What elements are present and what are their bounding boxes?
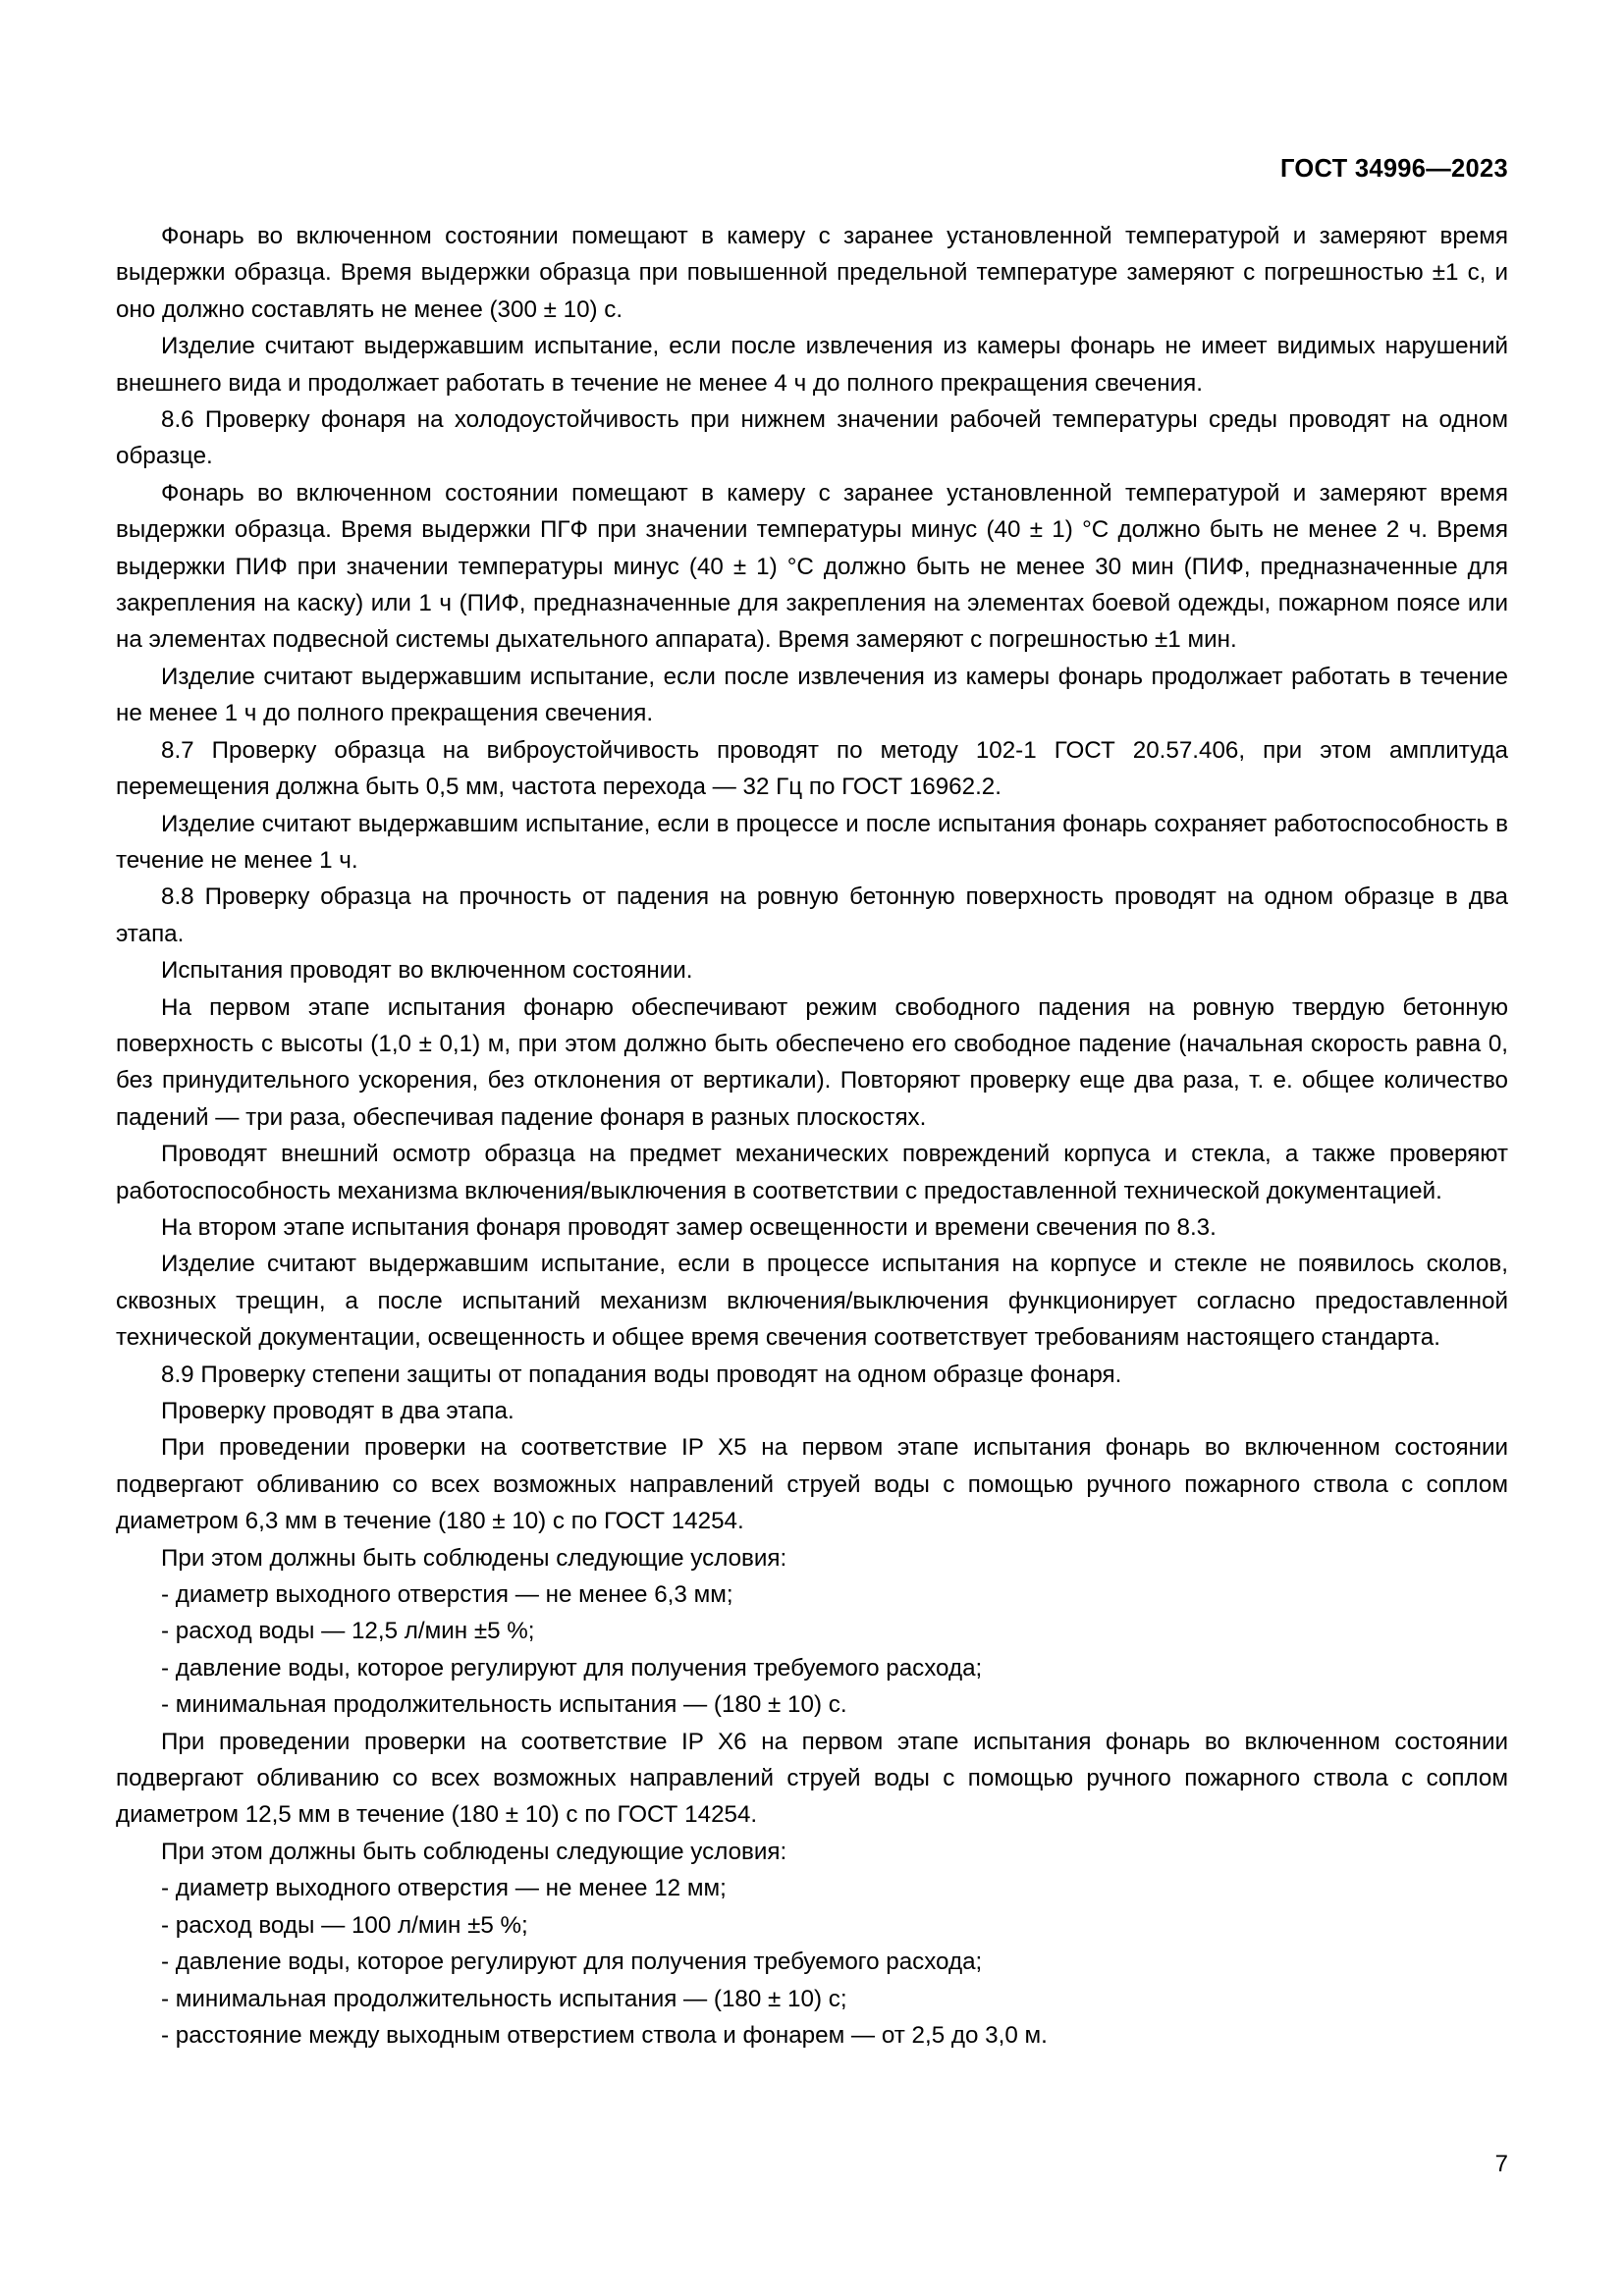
paragraph-clause-8-6: 8.6 Проверку фонаря на холодоустойчивость при нижнем значении рабочей температуры среды проводят на одном образце.: [116, 406, 1508, 470]
list-item: - давление воды, которое регулируют для получения требуемого расхода;: [161, 1654, 983, 1682]
paragraph: При этом должны быть соблюдены следующие условия:: [161, 1838, 787, 1865]
paragraph: Проводят внешний осмотр образца на предмет механических повреждений корпуса и стекла, а также проверяют работоспособность механизма включения/выключения в соответствии с предоставленной технической документацией.: [116, 1141, 1508, 1204]
paragraph: При проведении проверки на соответствие IP Х5 на первом этапе испытания фонарь во включенном состоянии подвергают обливанию со всех возможных направлений струей воды с помощью ручного пожарного ствола с соплом диаметром 6,3 мм в течение (180 ± 10) с по ГОСТ 14254.: [116, 1434, 1508, 1535]
page-number: 7: [1494, 2151, 1508, 2177]
paragraph: Фонарь во включенном состоянии помещают в камеру с заранее установленной температурой и замеряют время выдержки образца. Время выдержки ПГФ при значении температуры минус (40 ± 1) °С должно быть не менее 2 ч. Время выдержки ПИФ при значении температуры минус (40 ± 1) °С должно быть не менее 30 мин (ПИФ, предназначенные для закрепления на каску) или 1 ч (ПИФ, предназначенные для закрепления на элементах боевой одежды, пожарном поясе или на элементах подвесной системы дыхательного аппарата). Время замеряют с погрешностью ±1 мин.: [116, 479, 1508, 654]
paragraph: Фонарь во включенном состоянии помещают в камеру с заранее установленной температурой и замеряют время выдержки образца. Время выдержки образца при повышенной предельной температуре замеряют с погрешностью ±1 с, и оно должно составлять не менее (300 ± 10) с.: [116, 223, 1508, 323]
list-item: - диаметр выходного отверстия — не менее 12 мм;: [161, 1875, 727, 1902]
paragraph-clause-8-9: 8.9 Проверку степени защиты от попадания воды проводят на одном образце фонаря.: [161, 1361, 1122, 1388]
list-item: - давление воды, которое регулируют для получения требуемого расхода;: [161, 1949, 983, 1976]
list-item: - минимальная продолжительность испытания — (180 ± 10) с;: [161, 1985, 847, 2012]
paragraph: На втором этапе испытания фонаря проводят замер освещенности и времени свечения по 8.3.: [161, 1213, 1217, 1241]
paragraph: Изделие считают выдержавшим испытание, если в процессе и после испытания фонарь сохраняет работоспособность в течение не менее 1 ч.: [116, 810, 1508, 874]
paragraph: На первом этапе испытания фонарю обеспечивают режим свободного падения на ровную твердую бетонную поверхность с высоты (1,0 ± 0,1) м, при этом должно быть обеспечено его свободное падение (начальная скорость равна 0, без принудительного ускорения, без отклонения от вертикали). Повторяют проверку еще два раза, т. е. общее количество падений — три раза, обеспечивая падение фонаря в разных плоскостях.: [116, 993, 1508, 1131]
paragraph: Изделие считают выдержавшим испытание, если в процессе испытания на корпусе и стекле не появилось сколов, сквозных трещин, а после испытаний механизм включения/выключения функционирует согласно предоставленной технической документации, освещенность и общее время свечения соответствует требованиям настоящего стандарта.: [116, 1251, 1508, 1352]
paragraph: Проверку проводят в два этапа.: [161, 1398, 514, 1424]
paragraph: При проведении проверки на соответствие IP Х6 на первом этапе испытания фонарь во включенном состоянии подвергают обливанию со всех возможных направлений струей воды с помощью ручного пожарного ствола с соплом диаметром 12,5 мм в течение (180 ± 10) с по ГОСТ 14254.: [116, 1728, 1508, 1829]
paragraph: Изделие считают выдержавшим испытание, если после извлечения из камеры фонарь не имеет видимых нарушений внешнего вида и продолжает работать в течение не менее 4 ч до полного прекращения свечения.: [116, 333, 1508, 397]
list-item: - расход воды — 100 л/мин ±5 %;: [161, 1911, 528, 1939]
list-item: - расход воды — 12,5 л/мин ±5 %;: [161, 1618, 535, 1645]
paragraph-clause-8-7: 8.7 Проверку образца на виброустойчивость проводят по методу 102-1 ГОСТ 20.57.406, при этом амплитуда перемещения должна быть 0,5 мм, частота перехода — 32 Гц по ГОСТ 16962.2.: [116, 736, 1508, 801]
list-item: - диаметр выходного отверстия — не менее 6,3 мм;: [161, 1581, 733, 1609]
list-item: - расстояние между выходным отверстием ствола и фонарем — от 2,5 до 3,0 м.: [161, 2021, 1048, 2049]
paragraph: Испытания проводят во включенном состоянии.: [161, 957, 693, 985]
page-body-text: [116, 218, 1508, 2054]
list-item: - минимальная продолжительность испытания — (180 ± 10) с.: [161, 1691, 847, 1719]
paragraph: Изделие считают выдержавшим испытание, если после извлечения из камеры фонарь продолжает работать в течение не менее 1 ч до полного прекращения свечения.: [116, 663, 1508, 727]
page-header-standard-number: ГОСТ 34996—2023: [1279, 155, 1508, 183]
paragraph: При этом должны быть соблюдены следующие условия:: [161, 1544, 787, 1572]
paragraph-clause-8-8: 8.8 Проверку образца на прочность от падения на ровную бетонную поверхность проводят на одном образце в два этапа.: [116, 883, 1508, 947]
